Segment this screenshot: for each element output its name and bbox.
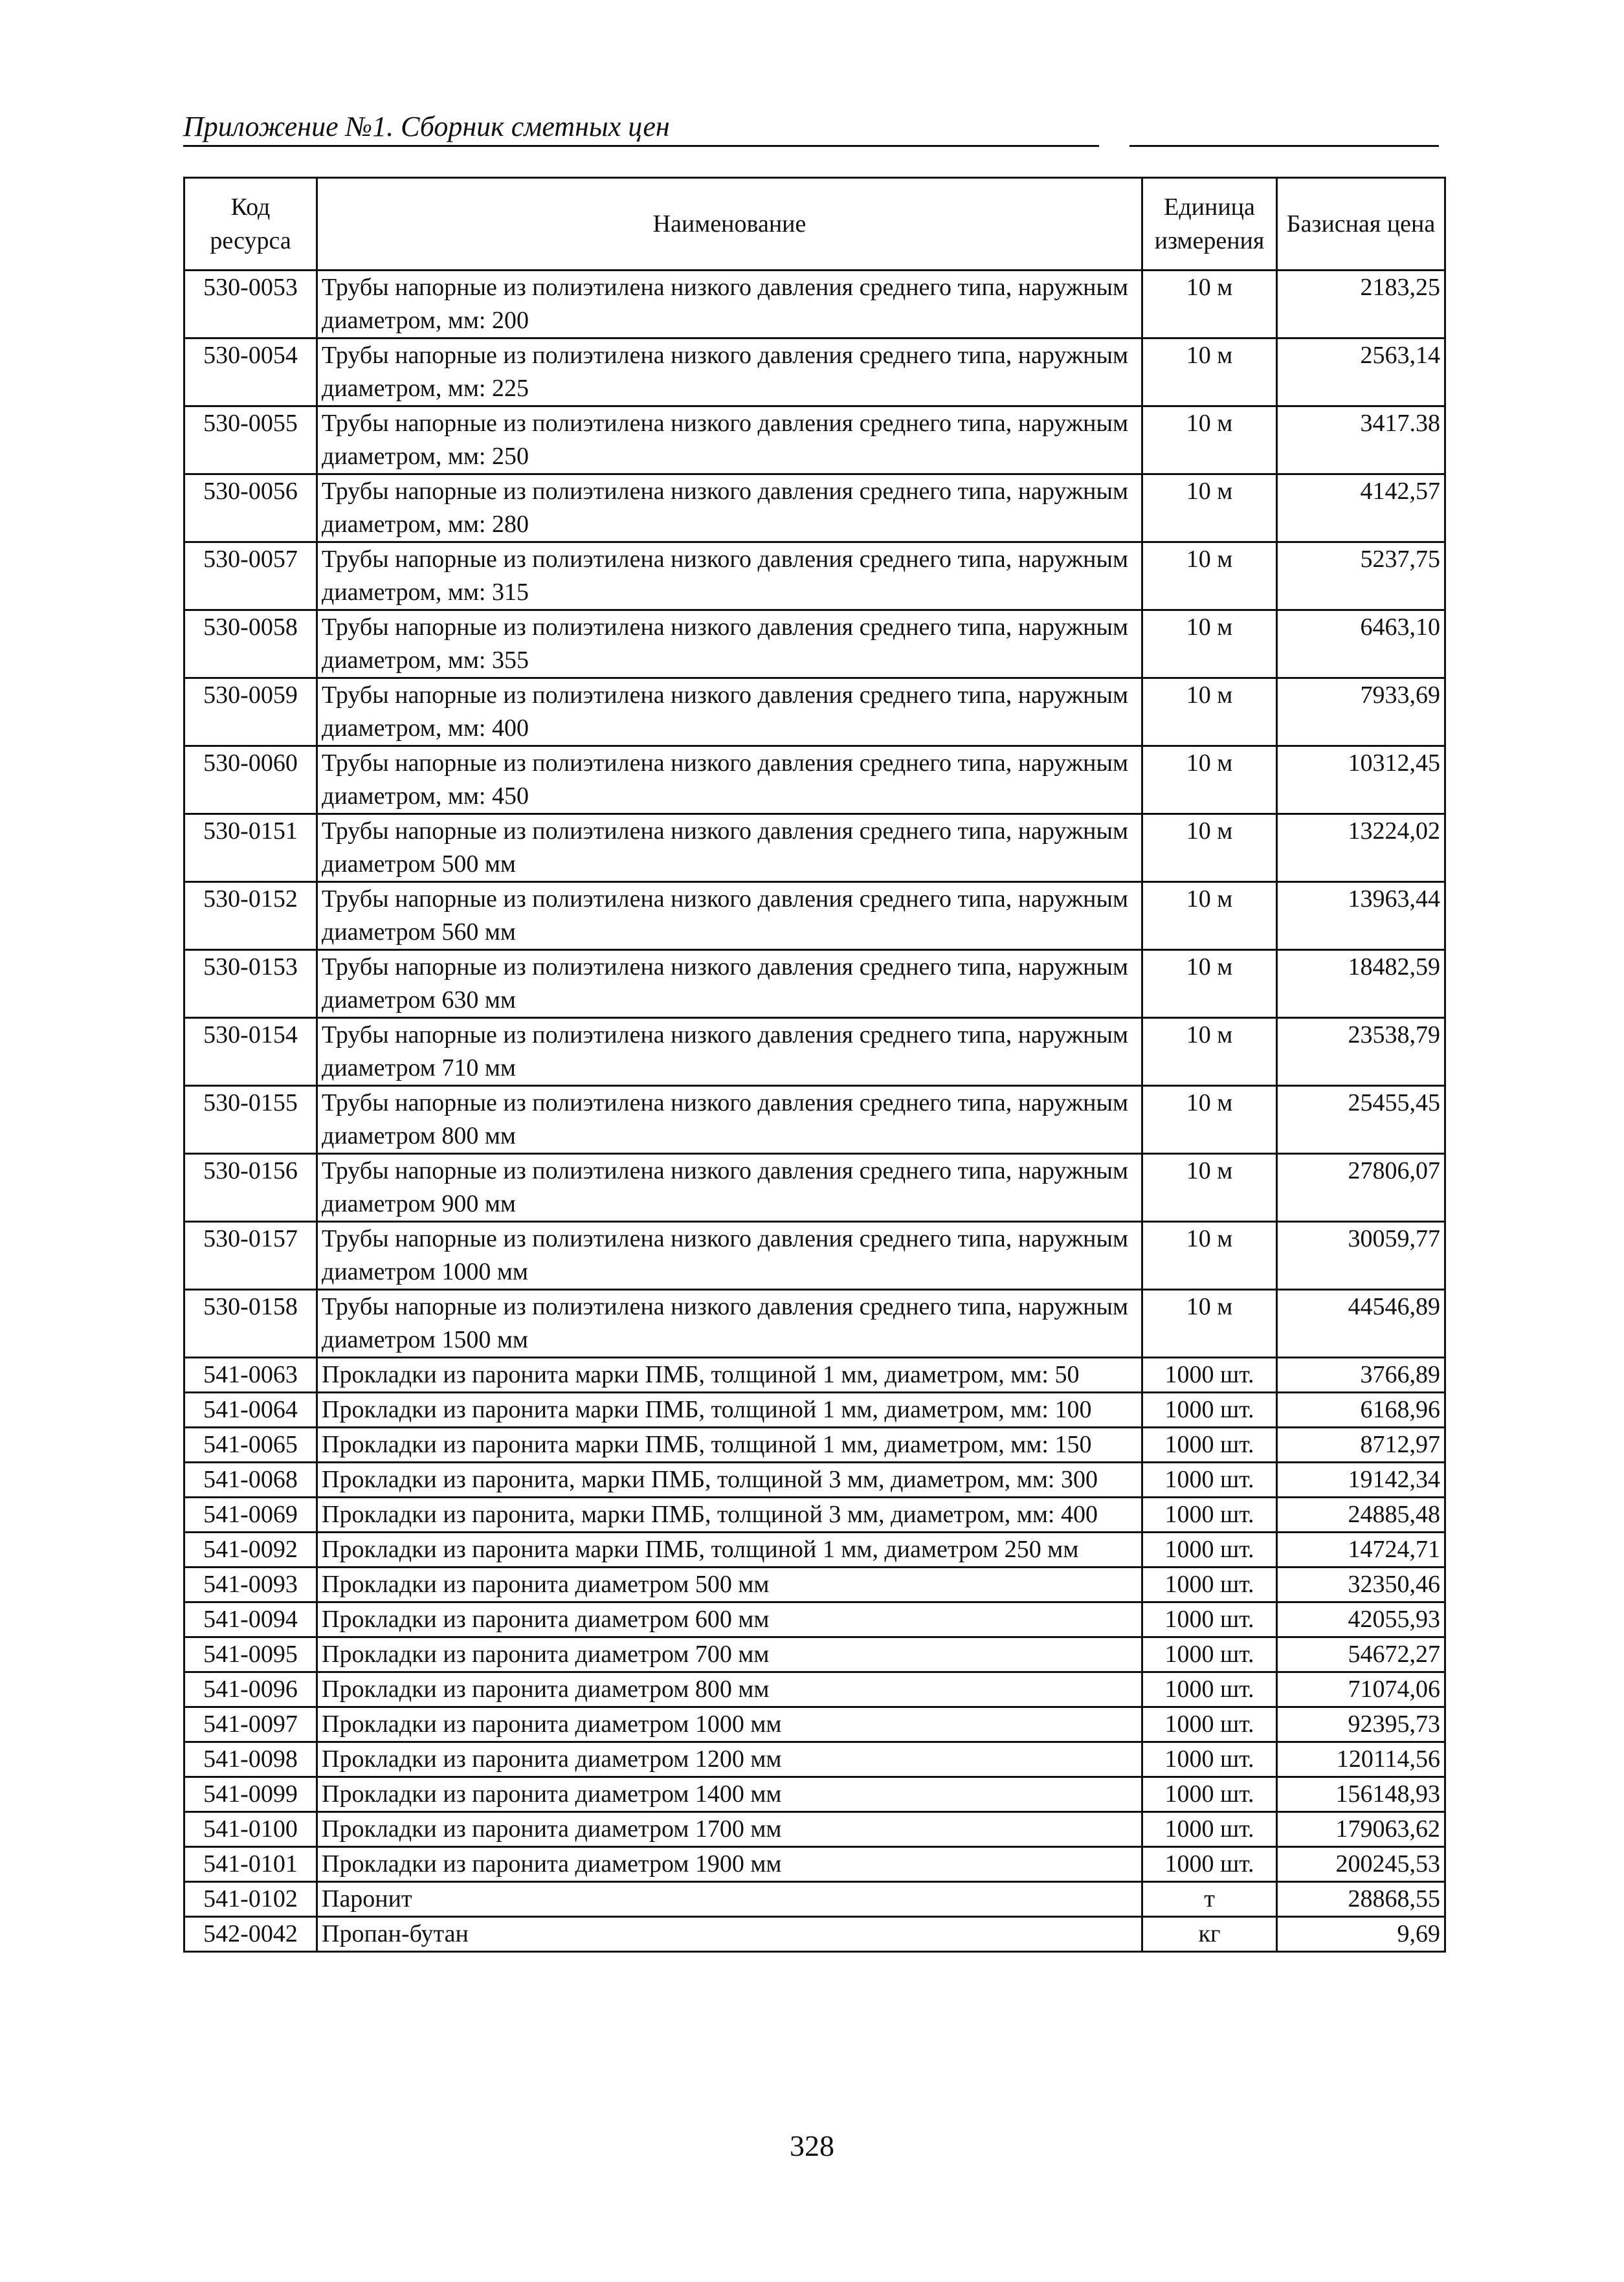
column-header-name: Наименование [317, 178, 1142, 271]
table-row [184, 542, 1445, 610]
name-cell: Прокладки из паронита, марки ПМБ, толщиной 3 мм, диаметром, мм: 300 [317, 1463, 1142, 1498]
price-cell: 4142,57 [1277, 474, 1445, 542]
name-cell: Трубы напорные из полиэтилена низкого давления среднего типа, наружным диаметром, мм: 400 [317, 678, 1142, 746]
price-cell: 27806,07 [1277, 1154, 1445, 1222]
name-cell: Прокладки из паронита, марки ПМБ, толщиной 3 мм, диаметром, мм: 400 [317, 1498, 1142, 1533]
name-cell: Прокладки из паронита диаметром 500 мм [317, 1567, 1142, 1602]
code-cell: 541-0092 [184, 1533, 317, 1567]
table-row [184, 1533, 1445, 1567]
price-cell: 13224,02 [1277, 814, 1445, 882]
table-row [184, 1707, 1445, 1742]
name-cell: Трубы напорные из полиэтилена низкого давления среднего типа, наружным диаметром, мм: 200 [317, 271, 1142, 338]
name-cell: Прокладки из паронита марки ПМБ, толщиной 1 мм, диаметром, мм: 100 [317, 1393, 1142, 1428]
unit-cell: 10 м [1142, 746, 1277, 814]
code-cell: 541-0099 [184, 1777, 317, 1812]
page-title: Приложение №1. Сборник сметных цен [183, 111, 670, 142]
name-cell: Прокладки из паронита диаметром 700 мм [317, 1637, 1142, 1672]
header-rule-left [183, 145, 1099, 147]
price-cell: 179063,62 [1277, 1812, 1445, 1847]
unit-cell: кг [1142, 1917, 1277, 1952]
name-cell: Прокладки из паронита марки ПМБ, толщиной 1 мм, диаметром, мм: 150 [317, 1428, 1142, 1463]
price-cell: 30059,77 [1277, 1222, 1445, 1290]
unit-cell: 1000 шт. [1142, 1707, 1277, 1742]
name-cell: Трубы напорные из полиэтилена низкого давления среднего типа, наружным диаметром 1500 мм [317, 1290, 1142, 1358]
price-cell: 13963,44 [1277, 882, 1445, 950]
table-row [184, 1086, 1445, 1154]
name-cell: Трубы напорные из полиэтилена низкого давления среднего типа, наружным диаметром 1000 мм [317, 1222, 1142, 1290]
code-cell: 530-0059 [184, 678, 317, 746]
unit-cell: 10 м [1142, 678, 1277, 746]
name-cell: Прокладки из паронита марки ПМБ, толщиной 1 мм, диаметром, мм: 50 [317, 1358, 1142, 1393]
price-cell: 24885,48 [1277, 1498, 1445, 1533]
code-cell: 530-0158 [184, 1290, 317, 1358]
column-header-unit: Единица измерения [1142, 178, 1277, 271]
code-cell: 530-0058 [184, 610, 317, 678]
table-row [184, 1672, 1445, 1707]
table-row [184, 1742, 1445, 1777]
name-cell: Прокладки из паронита диаметром 600 мм [317, 1602, 1142, 1637]
column-header-price: Базисная цена [1277, 178, 1445, 271]
price-cell: 10312,45 [1277, 746, 1445, 814]
code-cell: 541-0102 [184, 1882, 317, 1917]
code-cell: 541-0101 [184, 1847, 317, 1882]
unit-cell: 1000 шт. [1142, 1463, 1277, 1498]
code-cell: 542-0042 [184, 1917, 317, 1952]
code-cell: 530-0152 [184, 882, 317, 950]
price-cell: 19142,34 [1277, 1463, 1445, 1498]
name-cell: Прокладки из паронита диаметром 800 мм [317, 1672, 1142, 1707]
unit-cell: 10 м [1142, 1222, 1277, 1290]
unit-cell: 1000 шт. [1142, 1742, 1277, 1777]
table-row [184, 271, 1445, 338]
name-cell: Трубы напорные из полиэтилена низкого давления среднего типа, наружным диаметром, мм: 315 [317, 542, 1142, 610]
code-cell: 541-0098 [184, 1742, 317, 1777]
code-cell: 530-0055 [184, 406, 317, 474]
table-header-row [184, 178, 1445, 271]
unit-cell: 1000 шт. [1142, 1777, 1277, 1812]
code-cell: 530-0157 [184, 1222, 317, 1290]
column-header-code: Код ресурса [184, 178, 317, 271]
code-cell: 541-0100 [184, 1812, 317, 1847]
code-cell: 541-0096 [184, 1672, 317, 1707]
page-header [183, 109, 1439, 149]
code-cell: 541-0064 [184, 1393, 317, 1428]
code-cell: 530-0054 [184, 338, 317, 406]
unit-cell: 1000 шт. [1142, 1358, 1277, 1393]
name-cell: Прокладки из паронита диаметром 1200 мм [317, 1742, 1142, 1777]
price-cell: 44546,89 [1277, 1290, 1445, 1358]
price-cell: 120114,56 [1277, 1742, 1445, 1777]
table-body [184, 271, 1445, 1952]
table-row [184, 474, 1445, 542]
unit-cell: 1000 шт. [1142, 1812, 1277, 1847]
name-cell: Прокладки из паронита диаметром 1000 мм [317, 1707, 1142, 1742]
unit-cell: 10 м [1142, 814, 1277, 882]
code-cell: 530-0060 [184, 746, 317, 814]
page-number: 328 [790, 2129, 834, 2162]
unit-cell: 1000 шт. [1142, 1637, 1277, 1672]
table-row [184, 338, 1445, 406]
table-row [184, 1777, 1445, 1812]
unit-cell: 10 м [1142, 610, 1277, 678]
name-cell: Прокладки из паронита диаметром 1400 мм [317, 1777, 1142, 1812]
name-cell: Прокладки из паронита марки ПМБ, толщиной 1 мм, диаметром 250 мм [317, 1533, 1142, 1567]
table-row [184, 1637, 1445, 1672]
unit-cell: 1000 шт. [1142, 1567, 1277, 1602]
unit-cell: 10 м [1142, 542, 1277, 610]
price-cell: 92395,73 [1277, 1707, 1445, 1742]
price-table [183, 177, 1446, 1953]
name-cell: Трубы напорные из полиэтилена низкого давления среднего типа, наружным диаметром, мм: 225 [317, 338, 1142, 406]
name-cell: Трубы напорные из полиэтилена низкого давления среднего типа, наружным диаметром, мм: 280 [317, 474, 1142, 542]
header-rule-right [1129, 145, 1439, 147]
table-row [184, 1812, 1445, 1847]
unit-cell: 10 м [1142, 1018, 1277, 1086]
price-cell: 3417.38 [1277, 406, 1445, 474]
name-cell: Трубы напорные из полиэтилена низкого давления среднего типа, наружным диаметром 560 мм [317, 882, 1142, 950]
name-cell: Трубы напорные из полиэтилена низкого давления среднего типа, наружным диаметром 800 мм [317, 1086, 1142, 1154]
price-cell: 25455,45 [1277, 1086, 1445, 1154]
price-cell: 9,69 [1277, 1917, 1445, 1952]
price-cell: 28868,55 [1277, 1882, 1445, 1917]
code-cell: 530-0151 [184, 814, 317, 882]
table-row [184, 1358, 1445, 1393]
price-cell: 3766,89 [1277, 1358, 1445, 1393]
name-cell: Прокладки из паронита диаметром 1700 мм [317, 1812, 1142, 1847]
unit-cell: 1000 шт. [1142, 1602, 1277, 1637]
price-cell: 14724,71 [1277, 1533, 1445, 1567]
name-cell: Трубы напорные из полиэтилена низкого давления среднего типа, наружным диаметром, мм: 450 [317, 746, 1142, 814]
name-cell: Трубы напорные из полиэтилена низкого давления среднего типа, наружным диаметром 900 мм [317, 1154, 1142, 1222]
table-row [184, 746, 1445, 814]
code-cell: 541-0095 [184, 1637, 317, 1672]
table-row [184, 950, 1445, 1018]
unit-cell: 10 м [1142, 882, 1277, 950]
table-row [184, 1154, 1445, 1222]
table-row [184, 1847, 1445, 1882]
price-cell: 18482,59 [1277, 950, 1445, 1018]
unit-cell: 10 м [1142, 1154, 1277, 1222]
unit-cell: 10 м [1142, 338, 1277, 406]
unit-cell: 10 м [1142, 406, 1277, 474]
unit-cell: 10 м [1142, 474, 1277, 542]
price-cell: 42055,93 [1277, 1602, 1445, 1637]
code-cell: 541-0094 [184, 1602, 317, 1637]
name-cell: Прокладки из паронита диаметром 1900 мм [317, 1847, 1142, 1882]
name-cell: Трубы напорные из полиэтилена низкого давления среднего типа, наружным диаметром 500 мм [317, 814, 1142, 882]
code-cell: 530-0155 [184, 1086, 317, 1154]
unit-cell: 1000 шт. [1142, 1428, 1277, 1463]
name-cell: Паронит [317, 1882, 1142, 1917]
price-cell: 32350,46 [1277, 1567, 1445, 1602]
table-row [184, 814, 1445, 882]
code-cell: 530-0053 [184, 271, 317, 338]
price-cell: 6463,10 [1277, 610, 1445, 678]
price-cell: 5237,75 [1277, 542, 1445, 610]
table-row [184, 406, 1445, 474]
price-cell: 2183,25 [1277, 271, 1445, 338]
unit-cell: 1000 шт. [1142, 1847, 1277, 1882]
code-cell: 530-0156 [184, 1154, 317, 1222]
price-cell: 71074,06 [1277, 1672, 1445, 1707]
table-row [184, 1463, 1445, 1498]
price-cell: 156148,93 [1277, 1777, 1445, 1812]
code-cell: 541-0097 [184, 1707, 317, 1742]
price-cell: 6168,96 [1277, 1393, 1445, 1428]
unit-cell: 1000 шт. [1142, 1393, 1277, 1428]
unit-cell: 10 м [1142, 271, 1277, 338]
name-cell: Трубы напорные из полиэтилена низкого давления среднего типа, наружным диаметром, мм: 355 [317, 610, 1142, 678]
code-cell: 541-0068 [184, 1463, 317, 1498]
unit-cell: 1000 шт. [1142, 1533, 1277, 1567]
table-row [184, 1498, 1445, 1533]
price-cell: 7933,69 [1277, 678, 1445, 746]
code-cell: 530-0154 [184, 1018, 317, 1086]
table-row [184, 678, 1445, 746]
code-cell: 541-0069 [184, 1498, 317, 1533]
price-cell: 2563,14 [1277, 338, 1445, 406]
name-cell: Трубы напорные из полиэтилена низкого давления среднего типа, наружным диаметром, мм: 250 [317, 406, 1142, 474]
price-cell: 200245,53 [1277, 1847, 1445, 1882]
unit-cell: 10 м [1142, 950, 1277, 1018]
price-cell: 54672,27 [1277, 1637, 1445, 1672]
table-row [184, 882, 1445, 950]
name-cell: Трубы напорные из полиэтилена низкого давления среднего типа, наружным диаметром 630 мм [317, 950, 1142, 1018]
code-cell: 530-0153 [184, 950, 317, 1018]
code-cell: 541-0093 [184, 1567, 317, 1602]
table-row [184, 1428, 1445, 1463]
code-cell: 541-0063 [184, 1358, 317, 1393]
unit-cell: 10 м [1142, 1086, 1277, 1154]
table-row [184, 1222, 1445, 1290]
price-cell: 8712,97 [1277, 1428, 1445, 1463]
code-cell: 530-0057 [184, 542, 317, 610]
unit-cell: 1000 шт. [1142, 1498, 1277, 1533]
unit-cell: 1000 шт. [1142, 1672, 1277, 1707]
table-row [184, 1882, 1445, 1917]
name-cell: Трубы напорные из полиэтилена низкого давления среднего типа, наружным диаметром 710 мм [317, 1018, 1142, 1086]
name-cell: Пропан-бутан [317, 1917, 1142, 1952]
table-row [184, 1018, 1445, 1086]
unit-cell: 10 м [1142, 1290, 1277, 1358]
code-cell: 530-0056 [184, 474, 317, 542]
price-cell: 23538,79 [1277, 1018, 1445, 1086]
table-row [184, 1917, 1445, 1952]
unit-cell: т [1142, 1882, 1277, 1917]
table-header [184, 178, 1445, 271]
table-row [184, 1567, 1445, 1602]
table-row [184, 1602, 1445, 1637]
table-row [184, 1290, 1445, 1358]
table-row [184, 1393, 1445, 1428]
code-cell: 541-0065 [184, 1428, 317, 1463]
table-row [184, 610, 1445, 678]
